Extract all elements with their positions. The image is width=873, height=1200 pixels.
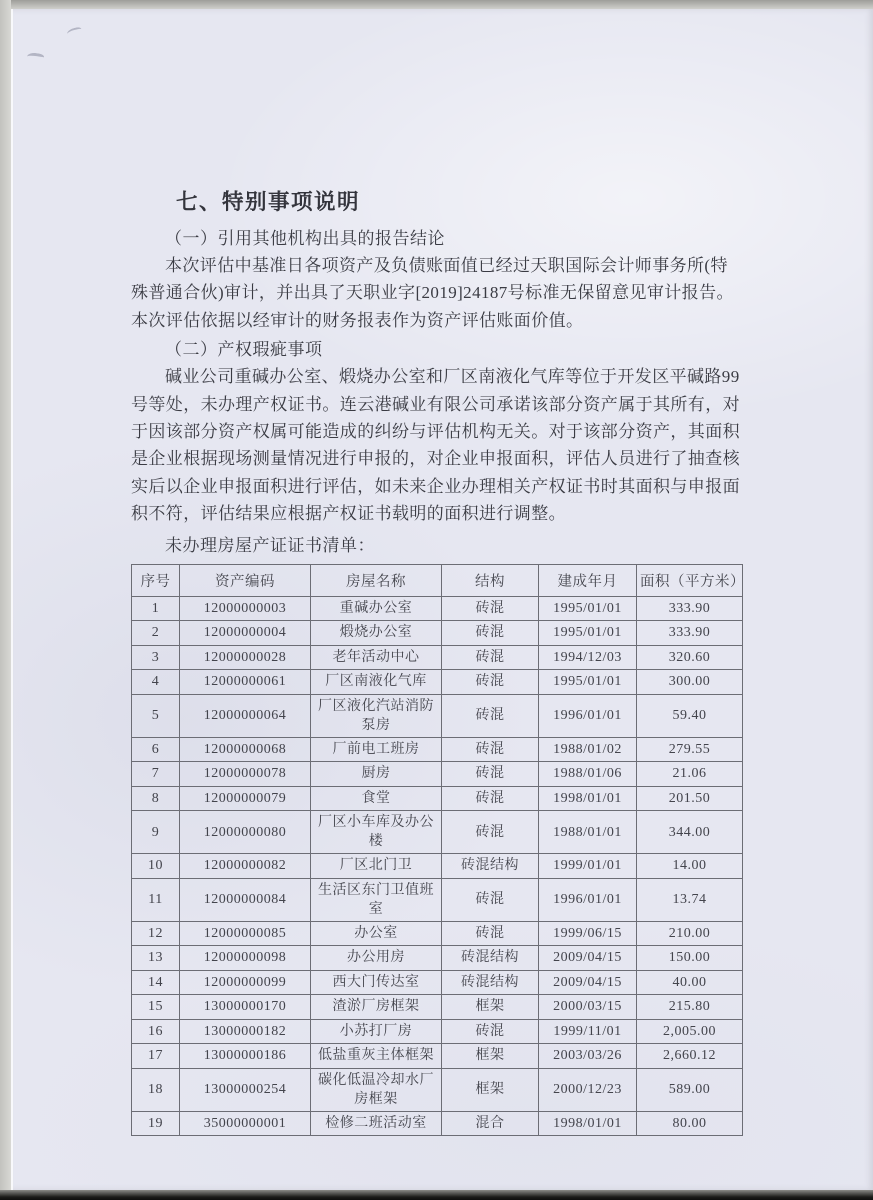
table-cell: 渣淤厂房框架 — [311, 995, 442, 1020]
table-row — [132, 670, 743, 695]
table-cell: 12000000003 — [180, 596, 311, 621]
table-cell: 砖混 — [442, 694, 539, 737]
table-cell: 2000/03/15 — [539, 995, 637, 1020]
table-cell: 7 — [132, 762, 180, 787]
table-cell: 13000000254 — [180, 1068, 311, 1111]
table-cell: 13.74 — [637, 878, 743, 921]
table-row — [132, 854, 743, 879]
column-header: 面积（平方米） — [637, 564, 743, 596]
table-cell: 2009/04/15 — [539, 946, 637, 971]
table-cell: 砖混 — [442, 670, 539, 695]
table-row — [132, 1111, 743, 1136]
table-cell: 14.00 — [637, 854, 743, 879]
table-cell: 279.55 — [637, 737, 743, 762]
table-cell: 12000000085 — [180, 921, 311, 946]
table-cell: 砖混结构 — [442, 854, 539, 879]
table-cell: 1988/01/06 — [539, 762, 637, 787]
table-row — [132, 995, 743, 1020]
table-row — [132, 596, 743, 621]
subsection-heading-1: （一）引用其他机构出具的报告结论 — [165, 229, 445, 248]
table-cell: 3 — [132, 645, 180, 670]
paragraph-line: 号等处，未办理产权证书。连云港碱业有限公司承诺该部分资产属于其所有，对 — [131, 394, 740, 414]
table-row — [132, 1068, 743, 1111]
scanner-edge-top — [0, 0, 873, 9]
table-cell: 1998/01/01 — [539, 1111, 637, 1136]
paragraph-line: 殊普通合伙)审计，并出具了天职业字[2019]24187号标准无保留意见审计报告。 — [131, 283, 734, 303]
table-cell: 13000000170 — [180, 995, 311, 1020]
table-row — [132, 621, 743, 646]
column-header: 房屋名称 — [311, 564, 442, 596]
uncertificated-property-table — [131, 564, 743, 1137]
table-cell: 15 — [132, 995, 180, 1020]
table-cell: 小苏打厂房 — [311, 1019, 442, 1044]
paragraph-line: 积不符，评估结果应根据产权证书载明的面积进行调整。 — [131, 504, 566, 524]
table-cell: 重碱办公室 — [311, 596, 442, 621]
table-cell: 砖混 — [442, 1019, 539, 1044]
table-cell: 框架 — [442, 1068, 539, 1111]
table-cell: 1995/01/01 — [539, 621, 637, 646]
table-cell: 333.90 — [637, 596, 743, 621]
paragraph-property-defect — [131, 363, 749, 527]
table-cell: 厨房 — [311, 762, 442, 787]
table-cell: 210.00 — [637, 921, 743, 946]
table-cell: 14 — [132, 970, 180, 995]
table-cell: 12000000099 — [180, 970, 311, 995]
table-cell: 4 — [132, 670, 180, 695]
table-cell: 1996/01/01 — [539, 694, 637, 737]
table-cell: 12000000082 — [180, 854, 311, 879]
table-cell: 59.40 — [637, 694, 743, 737]
table-cell: 2009/04/15 — [539, 970, 637, 995]
table-cell: 12000000028 — [180, 645, 311, 670]
subsection-heading-2: （二）产权瑕疵事项 — [165, 340, 323, 360]
table-cell: 2 — [132, 621, 180, 646]
table-cell: 19 — [132, 1111, 180, 1136]
table-cell: 12000000078 — [180, 762, 311, 787]
table-cell: 砖混 — [442, 786, 539, 811]
table-cell: 11 — [132, 878, 180, 921]
table-cell: 西大门传达室 — [311, 970, 442, 995]
table-cell: 12000000098 — [180, 946, 311, 971]
table-cell: 333.90 — [637, 621, 743, 646]
scan-artifact-speck — [66, 26, 82, 37]
table-intro: 未办理房屋产证证书清单： — [165, 535, 375, 555]
table-row — [132, 811, 743, 854]
table-cell: 35000000001 — [180, 1111, 311, 1136]
table-cell: 框架 — [442, 1044, 539, 1069]
table-cell: 办公用房 — [311, 946, 442, 971]
paragraph-line: 本次评估中基准日各项资产及负债账面值已经过天职国际会计师事务所(特 — [165, 256, 728, 275]
table-cell: 150.00 — [637, 946, 743, 971]
table-row — [132, 786, 743, 811]
table-cell: 13000000182 — [180, 1019, 311, 1044]
column-header: 结构 — [442, 564, 539, 596]
table-cell: 1996/01/01 — [539, 878, 637, 921]
table-body — [132, 596, 743, 1136]
column-header: 建成年月 — [539, 564, 637, 596]
table-cell: 检修二班活动室 — [311, 1111, 442, 1136]
table-cell: 12000000068 — [180, 737, 311, 762]
table-cell: 12000000004 — [180, 621, 311, 646]
table-cell: 201.50 — [637, 786, 743, 811]
table-cell: 6 — [132, 737, 180, 762]
table-cell: 12000000064 — [180, 694, 311, 737]
table-cell: 厂区小车库及办公楼 — [311, 811, 442, 854]
paragraph-line: 碱业公司重碱办公室、煅烧办公室和厂区南液化气库等位于开发区平碱路99 — [165, 367, 740, 387]
table-cell: 煅烧办公室 — [311, 621, 442, 646]
scanner-edge-left — [0, 0, 11, 1200]
table-cell: 8 — [132, 786, 180, 811]
table-cell: 厂区液化汽站消防泵房 — [311, 694, 442, 737]
table-cell: 砖混 — [442, 596, 539, 621]
table-cell: 13 — [132, 946, 180, 971]
table-cell: 砖混 — [442, 921, 539, 946]
table-cell: 13000000186 — [180, 1044, 311, 1069]
table-row — [132, 762, 743, 787]
table-cell: 1995/01/01 — [539, 596, 637, 621]
table-cell: 1999/11/01 — [539, 1019, 637, 1044]
table-cell: 9 — [132, 811, 180, 854]
table-cell: 2003/03/26 — [539, 1044, 637, 1069]
table-cell: 16 — [132, 1019, 180, 1044]
table-cell: 老年活动中心 — [311, 645, 442, 670]
scan-artifact-speck — [26, 52, 44, 63]
table-cell: 1988/01/01 — [539, 811, 637, 854]
table-cell: 12000000084 — [180, 878, 311, 921]
table-row — [132, 921, 743, 946]
table-row — [132, 694, 743, 737]
document-page — [11, 9, 873, 1190]
table-cell: 320.60 — [637, 645, 743, 670]
table-cell: 215.80 — [637, 995, 743, 1020]
table-row — [132, 946, 743, 971]
column-header: 序号 — [132, 564, 180, 596]
table-cell: 12000000080 — [180, 811, 311, 854]
paragraph-audit-conclusion — [131, 252, 749, 334]
table-cell: 1999/06/15 — [539, 921, 637, 946]
table-cell: 砖混 — [442, 762, 539, 787]
table-cell: 生活区东门卫值班室 — [311, 878, 442, 921]
table-cell: 80.00 — [637, 1111, 743, 1136]
table-cell: 1994/12/03 — [539, 645, 637, 670]
table-row — [132, 737, 743, 762]
table-cell: 混合 — [442, 1111, 539, 1136]
table-cell: 砖混 — [442, 621, 539, 646]
table-row — [132, 1044, 743, 1069]
table-row — [132, 878, 743, 921]
table-row — [132, 970, 743, 995]
table-cell: 589.00 — [637, 1068, 743, 1111]
table-header-row — [132, 564, 743, 596]
table-cell: 2,660.12 — [637, 1044, 743, 1069]
table-cell: 砖混 — [442, 645, 539, 670]
table-cell: 344.00 — [637, 811, 743, 854]
table-cell: 1995/01/01 — [539, 670, 637, 695]
scanner-edge-bottom — [0, 1190, 873, 1200]
table-cell: 砖混 — [442, 811, 539, 854]
table-cell: 1999/01/01 — [539, 854, 637, 879]
table-cell: 1988/01/02 — [539, 737, 637, 762]
table-cell: 碳化低温冷却水厂房框架 — [311, 1068, 442, 1111]
table-cell: 砖混结构 — [442, 946, 539, 971]
table-row — [132, 1019, 743, 1044]
table-cell: 300.00 — [637, 670, 743, 695]
paragraph-line: 于因该部分资产权属可能造成的纠纷与评估机构无关。对于该部分资产，其面积 — [131, 422, 740, 442]
table-cell: 厂前电工班房 — [311, 737, 442, 762]
table-cell: 低盐重灰主体框架 — [311, 1044, 442, 1069]
table-cell: 砖混结构 — [442, 970, 539, 995]
table-cell: 办公室 — [311, 921, 442, 946]
table-cell: 2000/12/23 — [539, 1068, 637, 1111]
paragraph-line: 是企业根据现场测量情况进行申报的，对企业申报面积，评估人员进行了抽查核 — [131, 449, 740, 469]
table-cell: 5 — [132, 694, 180, 737]
column-header: 资产编码 — [180, 564, 311, 596]
paragraph-line: 实后以企业申报面积进行评估，如未来企业办理相关产权证书时其面积与申报面 — [131, 476, 740, 496]
table-cell: 砖混 — [442, 878, 539, 921]
paragraph-line: 本次评估依据以经审计的财务报表作为资产评估账面价值。 — [131, 310, 584, 330]
table-cell: 砖混 — [442, 737, 539, 762]
table-cell: 12 — [132, 921, 180, 946]
table-cell: 1 — [132, 596, 180, 621]
table-cell: 12000000061 — [180, 670, 311, 695]
table-cell: 厂区南液化气库 — [311, 670, 442, 695]
table-cell: 框架 — [442, 995, 539, 1020]
table-cell: 1998/01/01 — [539, 786, 637, 811]
table-cell: 21.06 — [637, 762, 743, 787]
table-cell: 40.00 — [637, 970, 743, 995]
table-cell: 18 — [132, 1068, 180, 1111]
table-cell: 17 — [132, 1044, 180, 1069]
table-cell: 12000000079 — [180, 786, 311, 811]
table-cell: 食堂 — [311, 786, 442, 811]
table-row — [132, 645, 743, 670]
table-cell: 厂区北门卫 — [311, 854, 442, 879]
table-cell: 2,005.00 — [637, 1019, 743, 1044]
section-title: 七、特别事项说明 — [176, 190, 361, 214]
table-cell: 10 — [132, 854, 180, 879]
document-content — [131, 187, 749, 1136]
